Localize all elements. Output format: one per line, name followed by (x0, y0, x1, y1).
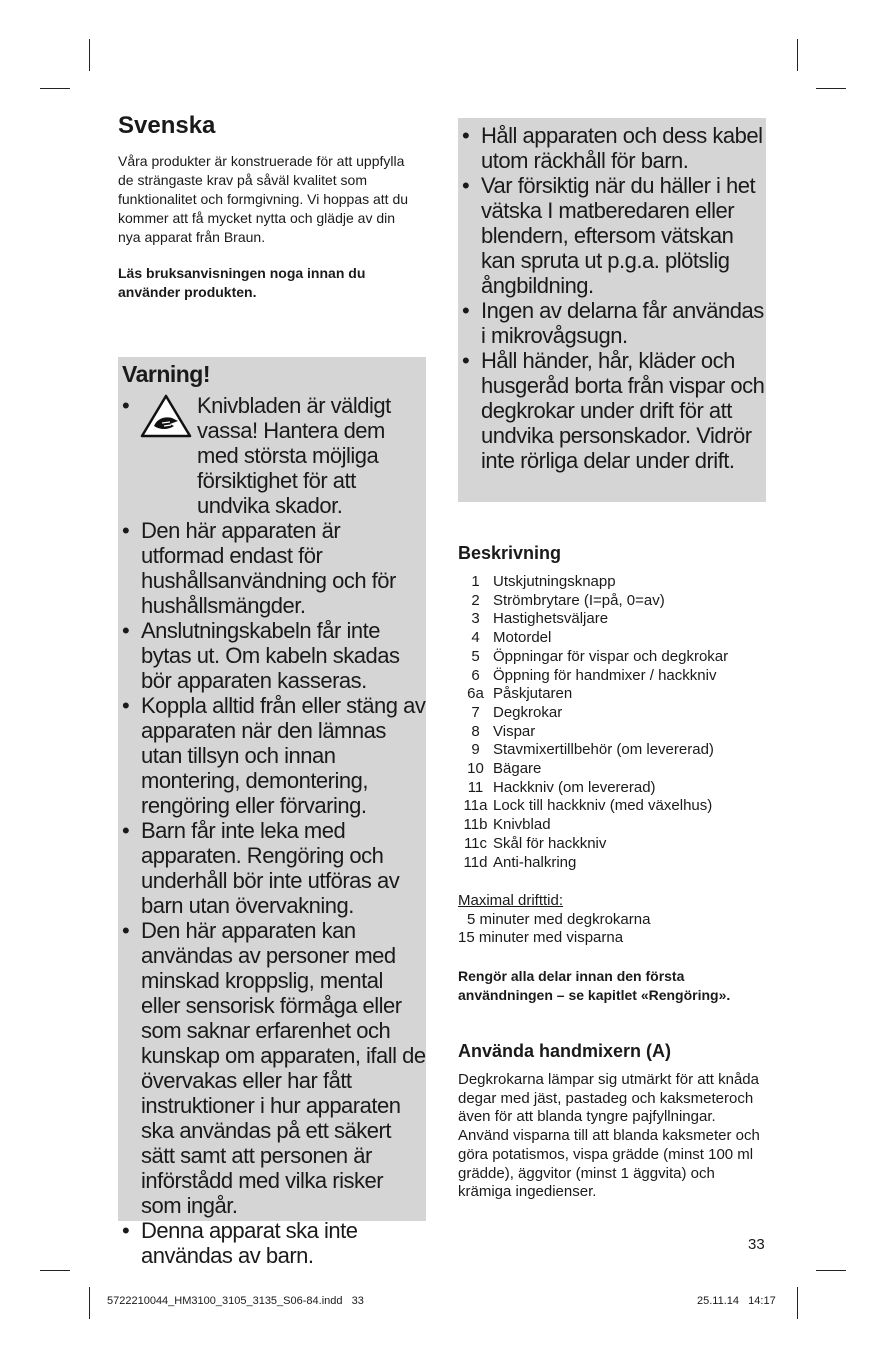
parts-list-item (458, 704, 728, 723)
warning-item: • Den här apparaten kan användas av personer med minskad kroppslig, mental eller sensorisk förmåga eller som saknar erfarenhet och kunskap om apparaten, ifall de övervakas eller har fått instruktioner i hur apparaten ska användas på ett säkert sätt samt att personen är införstådd med vilka risker som ingår. (120, 918, 426, 1218)
max-runtime-block (458, 892, 650, 948)
part-number: 5 (471, 647, 480, 665)
parts-list-item (458, 835, 728, 854)
crop-mark (797, 39, 798, 71)
footer-date: 25.11.14 14:17 (697, 1295, 776, 1307)
part-number: 10 (467, 760, 484, 778)
part-label: Påskjutaren (493, 685, 573, 703)
part-label: Lock till hackkniv (med växelhus) (493, 797, 713, 815)
parts-list-item (458, 592, 728, 611)
part-number: 9 (471, 741, 480, 759)
part-number: 6a (467, 685, 484, 703)
sharp-blade-warning-icon (140, 393, 192, 439)
crop-mark (89, 1287, 90, 1319)
parts-list-item (458, 648, 728, 667)
part-label: Knivblad (493, 816, 551, 834)
warning-item: • Denna apparat ska inte användas av barn. (120, 1218, 426, 1268)
part-label: Skål för hackkniv (493, 834, 607, 852)
intro-paragraph: Våra produkter är konstruerade för att uppfylla de strängaste krav på såväl kvalitet som funktionalitet och formgivning. Vi hoppas att du kommer att få mycket nytta och glädje av din nya apparat från Braun. (118, 153, 409, 245)
warning-item (120, 393, 426, 518)
description-heading: Beskrivning (458, 543, 562, 563)
part-label: Degkrokar (493, 703, 563, 721)
warning-item: • Håll händer, hår, kläder och husgeråd borta från vispar och degkrokar under drift för att undvika personskador. Vidrör inte rörliga delar under drift. (460, 348, 766, 473)
runtime-dough-hooks: 5 minuter med degkrokarna (467, 910, 651, 928)
warning-item: • Håll apparaten och dess kabel utom räckhåll för barn. (460, 123, 766, 173)
crop-mark (40, 1270, 70, 1271)
part-number: 11d (463, 853, 488, 871)
parts-list-item (458, 723, 728, 742)
parts-list-item (458, 797, 728, 816)
crop-mark (816, 88, 846, 89)
crop-mark (89, 39, 90, 71)
part-label: Hackkniv (om levererad) (493, 778, 656, 796)
warning-item: • Koppla alltid från eller stäng av apparaten när den lämnas utan tillsyn och innan montering, demontering, rengöring eller förvaring. (120, 693, 426, 818)
parts-list-item (458, 685, 728, 704)
part-number: 1 (471, 573, 480, 590)
part-number: 2 (471, 591, 480, 609)
part-number: 6 (471, 666, 480, 684)
part-number: 11a (463, 797, 488, 815)
parts-list-item (458, 610, 728, 629)
part-label: Öppningar för vispar och degkrokar (493, 647, 729, 665)
warning-list (120, 393, 426, 1268)
part-number: 11 (467, 778, 484, 796)
part-label: Bägare (493, 760, 542, 778)
part-number: 7 (471, 703, 480, 721)
usage-paragraph: Degkrokarna lämpar sig utmärkt för att knåda degar med jäst, pastadeg och kaksmeteroch även för att blanda tyngre pajfyllningar. Använd visparna till att blanda kaksmeter och göra potatismos, vispa grädde (minst 100 ml grädde), äggvitor (minst 1 äggvita) och krämiga ingedienser. (458, 1071, 760, 1201)
warning-item: • Den här apparaten är utformad endast för hushållsanvändning och för hushållsmängder. (120, 518, 426, 618)
max-runtime-label: Maximal drifttid: (458, 892, 564, 909)
parts-list-item (458, 667, 728, 686)
parts-list-item (458, 854, 728, 873)
parts-list (458, 573, 728, 872)
part-number: 11b (463, 816, 488, 834)
part-label: Hastighetsväljare (493, 610, 609, 628)
warning-box-continued (458, 118, 766, 502)
part-label: Motordel (493, 629, 552, 647)
warning-item: • Ingen av delarna får användas i mikrovågsugn. (460, 298, 766, 348)
parts-list-item (458, 629, 728, 648)
crop-mark (797, 1287, 798, 1319)
warning-box (118, 357, 426, 1268)
warning-item-text: • Knivbladen är väldigt vassa! Hantera dem med största möjliga försiktighet för att undvika skador. (197, 393, 391, 518)
part-number: 3 (471, 610, 480, 628)
warning-list-continued (460, 123, 766, 473)
part-number: 8 (471, 722, 480, 740)
page-number: 33 (748, 1236, 765, 1253)
part-label: Vispar (493, 722, 536, 740)
part-label: Strömbrytare (I=på, 0=av) (493, 591, 665, 609)
part-label: Stavmixertillbehör (om levererad) (493, 741, 714, 759)
page-title: Svenska (118, 112, 216, 139)
parts-list-item (458, 741, 728, 760)
warning-item: • Var försiktig när du häller i het vätska I matberedaren eller blendern, eftersom vätskan kan spruta ut p.g.a. plötslig ångbildning. (460, 173, 766, 298)
read-instructions-note: Läs bruksanvisningen noga innan du använder produkten. (118, 265, 366, 300)
parts-list-item (458, 573, 728, 592)
part-number: 4 (471, 629, 480, 647)
crop-mark (40, 88, 70, 89)
cleaning-note: Rengör alla delar innan den första användningen – se kapitlet «Rengöring». (458, 968, 731, 1003)
part-label: Utskjutningsknapp (493, 573, 616, 590)
warning-heading: Varning! (122, 361, 211, 387)
footer-filename: 5722210044_HM3100_3105_3135_S06-84.indd 33 (107, 1295, 364, 1307)
warning-item: • Anslutningskabeln får inte bytas ut. Om kabeln skadas bör apparaten kasseras. (120, 618, 426, 693)
parts-list-item (458, 779, 728, 798)
parts-list-item (458, 816, 728, 835)
warning-item: • Barn får inte leka med apparaten. Rengöring och underhåll bör inte utföras av barn utan övervakning. (120, 818, 426, 918)
usage-heading: Använda handmixern (A) (458, 1041, 672, 1061)
parts-list-item (458, 760, 728, 779)
crop-mark (816, 1270, 846, 1271)
runtime-whisks: 15 minuter med visparna (458, 929, 624, 947)
part-number: 11c (463, 834, 488, 852)
part-label: Öppning för handmixer / hackkniv (493, 666, 717, 684)
part-label: Anti-halkring (493, 853, 577, 871)
